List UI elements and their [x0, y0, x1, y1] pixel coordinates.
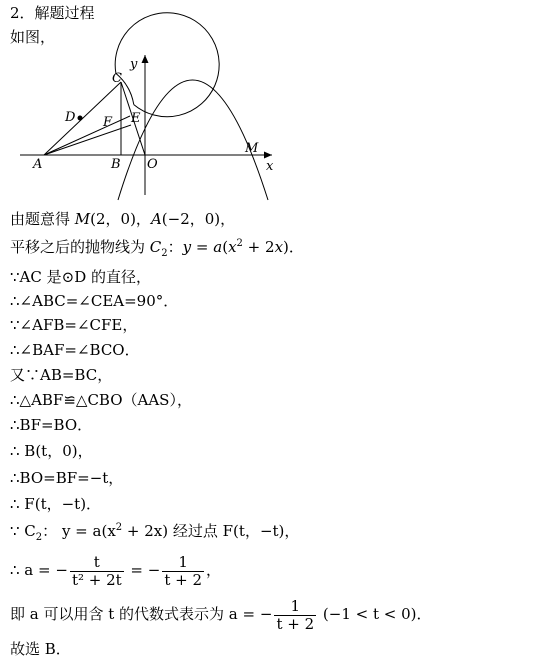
step-13-post: + 2x) 经过点 F(t，−t)， — [122, 522, 300, 540]
step-12: ∴ F(t，−t)． — [10, 495, 102, 513]
step-1 — [10, 210, 235, 228]
step-13-pre: ∵ C — [10, 522, 36, 540]
label-y: y — [130, 57, 138, 72]
step-2-y: y — [182, 238, 192, 256]
step-2 — [10, 238, 304, 259]
point-d — [78, 116, 83, 121]
y-axis-arrow — [142, 55, 149, 63]
step-9: ∴BF=BO． — [10, 416, 93, 434]
segment-af — [44, 116, 130, 155]
label-x: x — [266, 159, 274, 174]
fraction-1 — [70, 554, 124, 589]
step-2-eq: = — [191, 238, 214, 256]
fraction-3 — [274, 598, 316, 633]
step-2-a: a — [213, 238, 223, 256]
fraction-3-numerator: 1 — [274, 598, 316, 616]
step-1-text: 由题意得 — [10, 210, 75, 228]
fraction-1-denominator: t² + 2t — [71, 570, 122, 589]
step-14-mid: = − — [125, 561, 161, 579]
step-2-text: 平移之后的抛物线为 — [10, 238, 150, 256]
step-1-mid: (2，0)， — [90, 210, 151, 228]
label-d: D — [65, 110, 76, 125]
intro-text: 如图， — [10, 28, 56, 46]
step-14-pre: ∴ a = − — [10, 561, 68, 579]
step-16: 故选 B． — [10, 640, 71, 658]
step-7: 又∵AB=BC， — [10, 366, 113, 384]
label-f: F — [103, 115, 113, 130]
step-1-a: A — [150, 210, 162, 228]
step-6: ∴∠BAF=∠BCO． — [10, 341, 140, 359]
step-2-open: ( — [222, 238, 229, 256]
fraction-2-denominator: t + 2 — [164, 570, 203, 589]
fraction-1-numerator: t — [70, 554, 124, 572]
step-10: ∴ B(t，0)， — [10, 442, 93, 460]
step-4: ∴∠ABC=∠CEA=90°． — [10, 292, 179, 310]
step-14 — [10, 552, 221, 589]
step-2-plus: + 2 — [242, 238, 275, 256]
step-14-post: ， — [206, 561, 222, 579]
step-2-c: C — [149, 238, 162, 256]
step-1-m: M — [74, 210, 91, 228]
fraction-3-denominator: t + 2 — [276, 614, 315, 633]
step-13-sup: 2 — [115, 522, 123, 533]
label-m: M — [245, 141, 259, 156]
label-e: E — [131, 111, 141, 126]
step-2-colon: ： — [167, 238, 183, 256]
step-2-sub: 2 — [161, 248, 168, 259]
segment-ae — [44, 125, 131, 155]
label-b: B — [111, 157, 121, 172]
step-3: ∵AC 是⊙D 的直径， — [10, 268, 151, 286]
step-13 — [10, 522, 300, 543]
x-axis-arrow — [264, 152, 272, 159]
step-2-sup: 2 — [236, 238, 243, 249]
step-13-mid: ： y = a(x — [42, 522, 116, 540]
fraction-2 — [162, 554, 204, 589]
step-13-sub: 2 — [35, 532, 43, 543]
step-1-post: (−2，0)， — [161, 210, 236, 228]
step-15 — [10, 596, 432, 633]
step-2-x2: x — [274, 238, 284, 256]
label-o: O — [147, 157, 158, 172]
label-a: A — [33, 157, 43, 172]
step-15-post: (−1 < t < 0)． — [318, 605, 432, 623]
step-2-close: )． — [283, 238, 304, 256]
step-15-pre: 即 a 可以用含 t 的代数式表示为 a = − — [10, 605, 273, 623]
step-11: ∴BO=BF=−t， — [10, 469, 124, 487]
fraction-2-numerator: 1 — [162, 554, 204, 572]
step-8: ∴△ABF≌△CBO（AAS）， — [10, 391, 192, 409]
step-2-x: x — [228, 238, 237, 256]
step-5: ∵∠AFB=∠CFE， — [10, 316, 138, 334]
heading: 2．解题过程 — [10, 4, 95, 22]
label-c: C — [112, 71, 122, 86]
